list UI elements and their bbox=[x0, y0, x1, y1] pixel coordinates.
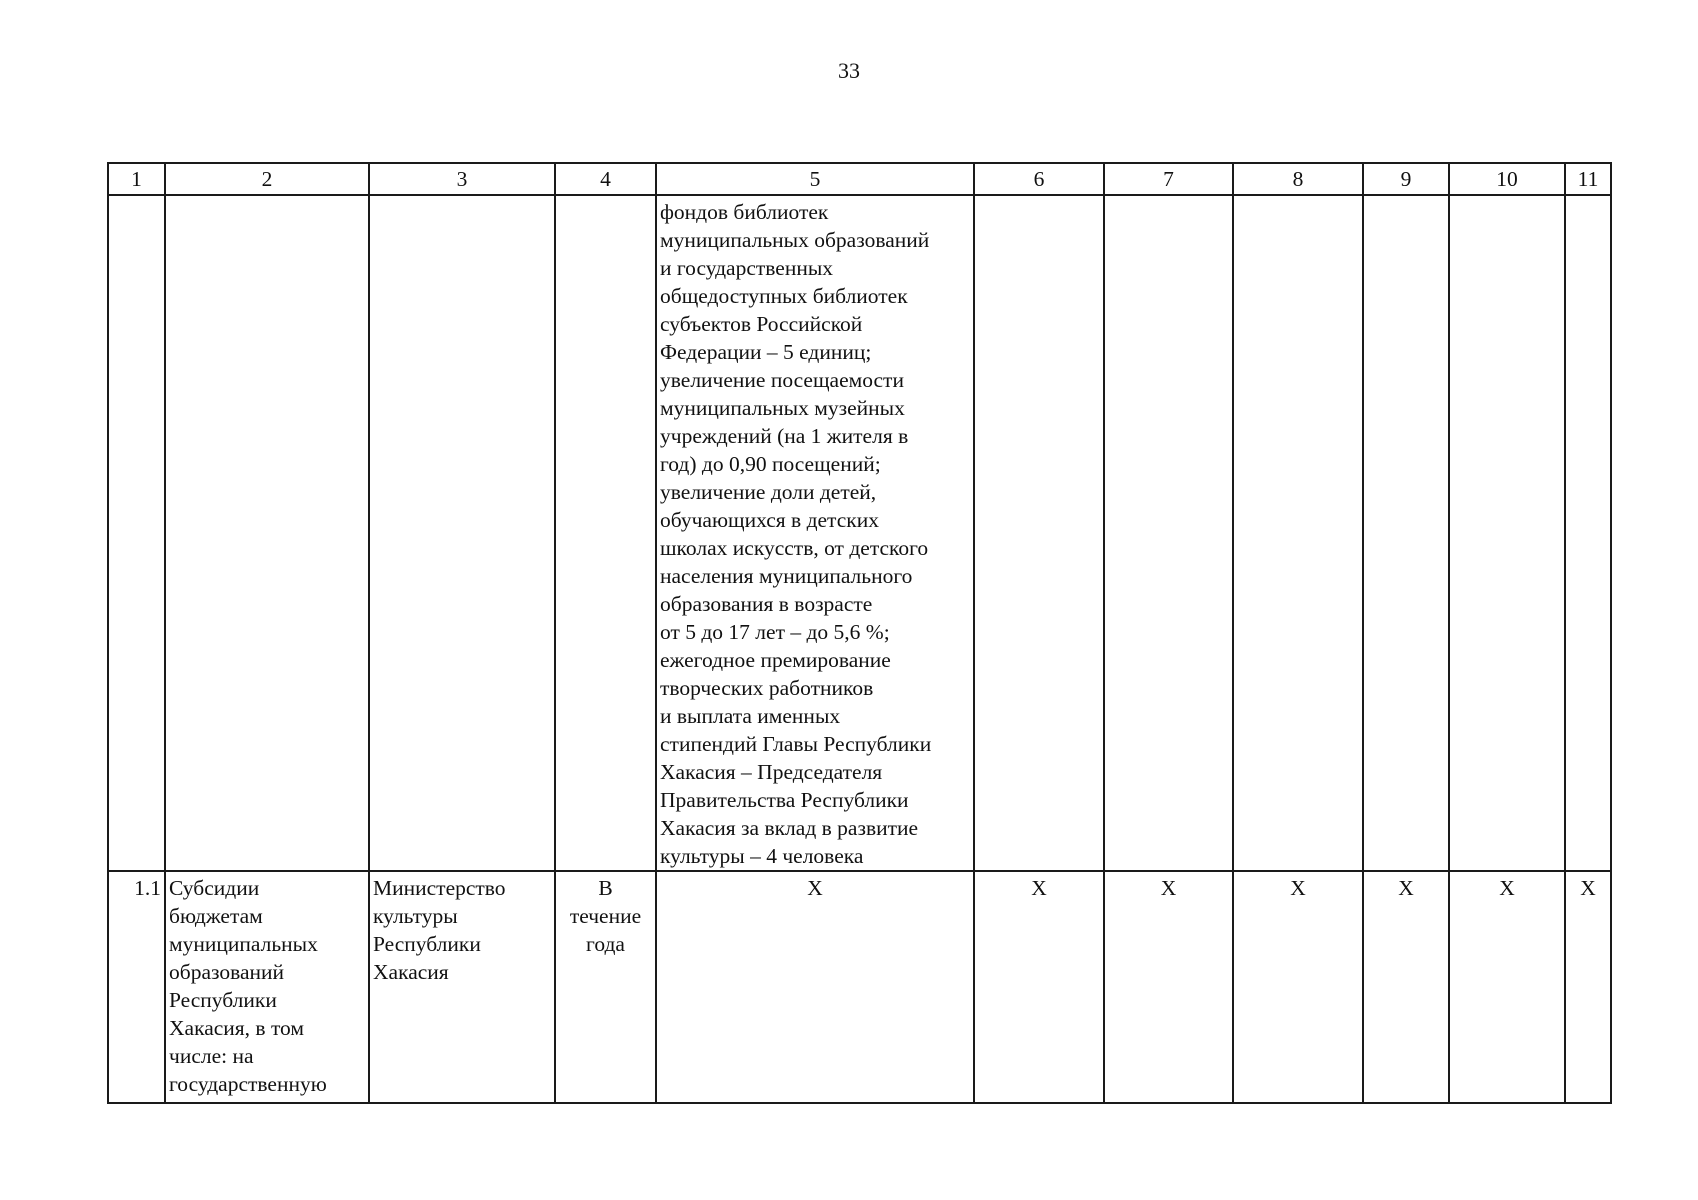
x-mark-cell: X bbox=[1449, 871, 1565, 1103]
empty-cell bbox=[1449, 195, 1565, 871]
column-header: 9 bbox=[1363, 163, 1449, 195]
column-header: 10 bbox=[1449, 163, 1565, 195]
empty-cell bbox=[1565, 195, 1611, 871]
x-mark-cell: X bbox=[1104, 871, 1233, 1103]
text-line: от 5 до 17 лет – до 5,6 %; bbox=[660, 620, 890, 644]
program-table bbox=[107, 162, 1612, 1104]
text-line: общедоступных библиотек bbox=[660, 284, 908, 308]
text-line: В bbox=[598, 876, 613, 900]
column-header: 7 bbox=[1104, 163, 1233, 195]
text-line: Хакасия bbox=[373, 960, 449, 984]
expected-results-cell bbox=[656, 195, 974, 871]
column-header: 2 bbox=[165, 163, 369, 195]
column-header: 1 bbox=[108, 163, 165, 195]
text-line: муниципальных образований bbox=[660, 228, 930, 252]
text-line: культуры bbox=[373, 904, 458, 928]
text-line: населения муниципального bbox=[660, 564, 913, 588]
x-mark-cell: X bbox=[1233, 871, 1363, 1103]
x-mark-cell: X bbox=[1363, 871, 1449, 1103]
text-line: учреждений (на 1 жителя в bbox=[660, 424, 909, 448]
text-line: образования в возрасте bbox=[660, 592, 873, 616]
text-line: фондов библиотек bbox=[660, 200, 829, 224]
column-header: 8 bbox=[1233, 163, 1363, 195]
column-header: 4 bbox=[555, 163, 656, 195]
page-number: 33 bbox=[838, 58, 860, 83]
text-line: и государственных bbox=[660, 256, 834, 280]
text-line: творческих работников bbox=[660, 676, 874, 700]
empty-cell bbox=[1363, 195, 1449, 871]
empty-cell bbox=[1104, 195, 1233, 871]
x-mark-cell: X bbox=[1565, 871, 1611, 1103]
text-line: года bbox=[586, 932, 625, 956]
text-line: Федерации – 5 единиц; bbox=[660, 340, 872, 364]
text-line: Республики bbox=[373, 932, 481, 956]
text-line: стипендий Главы Республики bbox=[660, 732, 932, 756]
column-number-row bbox=[108, 163, 1611, 195]
text-line: государственную bbox=[169, 1072, 327, 1096]
table-row bbox=[108, 195, 1611, 871]
empty-cell bbox=[108, 195, 165, 871]
column-header: 5 bbox=[656, 163, 974, 195]
x-mark-cell: X bbox=[974, 871, 1104, 1103]
text-line: год) до 0,90 посещений; bbox=[660, 452, 881, 476]
text-line: обучающихся в детских bbox=[660, 508, 879, 532]
empty-cell bbox=[165, 195, 369, 871]
text-line: ежегодное премирование bbox=[660, 648, 891, 672]
text-line: течение bbox=[569, 904, 642, 928]
text-line: школах искусств, от детского bbox=[660, 536, 929, 560]
text-line: культуры – 4 человека bbox=[660, 844, 864, 868]
x-mark-cell: X bbox=[656, 871, 974, 1103]
text-line: Республики bbox=[169, 988, 277, 1012]
table-row bbox=[108, 871, 1611, 1103]
text-line: и выплата именных bbox=[660, 704, 841, 728]
column-header: 11 bbox=[1565, 163, 1611, 195]
empty-cell bbox=[1233, 195, 1363, 871]
executor-cell bbox=[369, 871, 555, 1103]
text-line: числе: на bbox=[169, 1044, 254, 1068]
text-line: Правительства Республики bbox=[660, 788, 909, 812]
text-line: Министерство bbox=[373, 876, 506, 900]
text-line: Хакасия – Председателя bbox=[660, 760, 883, 784]
text-line: увеличение доли детей, bbox=[660, 480, 877, 504]
column-header: 6 bbox=[974, 163, 1104, 195]
text-line: муниципальных музейных bbox=[660, 396, 905, 420]
measure-name-cell bbox=[165, 871, 369, 1103]
text-line: бюджетам bbox=[169, 904, 263, 928]
column-header: 3 bbox=[369, 163, 555, 195]
text-line: Хакасия за вклад в развитие bbox=[660, 816, 919, 840]
empty-cell bbox=[555, 195, 656, 871]
period-cell bbox=[555, 871, 656, 1103]
text-line: субъектов Российской bbox=[660, 312, 863, 336]
text-line: образований bbox=[169, 960, 285, 984]
text-line: Хакасия, в том bbox=[169, 1016, 305, 1040]
row-number-cell: 1.1 bbox=[108, 871, 165, 1103]
empty-cell bbox=[974, 195, 1104, 871]
text-line: Субсидии bbox=[169, 876, 260, 900]
text-line: увеличение посещаемости bbox=[660, 368, 904, 392]
text-line: муниципальных bbox=[169, 932, 318, 956]
empty-cell bbox=[369, 195, 555, 871]
